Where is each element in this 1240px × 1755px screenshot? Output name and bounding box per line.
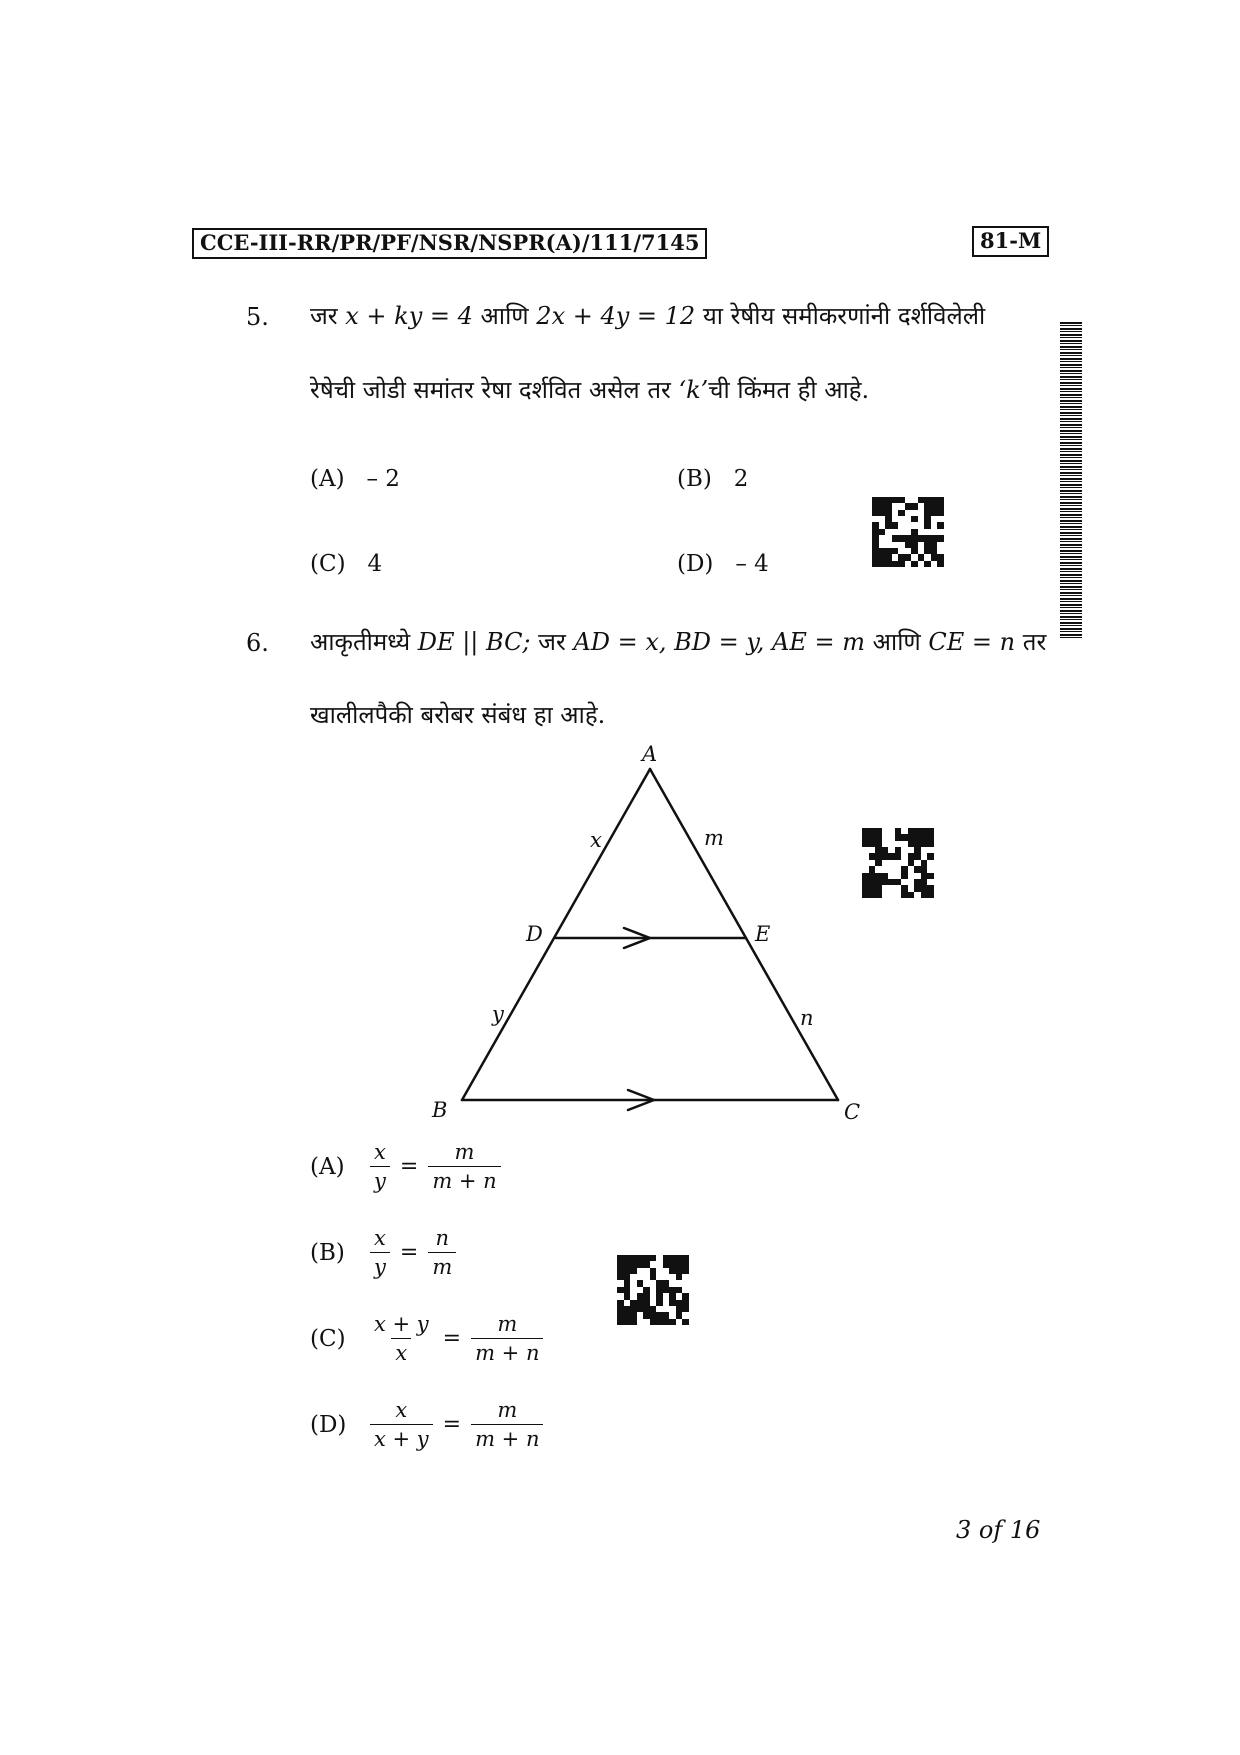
label-e: E bbox=[755, 922, 771, 946]
qr-code-1 bbox=[872, 497, 944, 567]
frac-right: $\frac{n}{m}$ bbox=[428, 1226, 456, 1279]
label-x: x bbox=[590, 828, 602, 852]
label-a: A bbox=[642, 742, 658, 766]
paper-code: 81-M bbox=[972, 226, 1049, 257]
frac-left: $\frac{x + y}{x}$ bbox=[374, 1312, 429, 1365]
frac-right: $\frac{m}{m + n}$ bbox=[428, 1140, 500, 1193]
qr-code-3 bbox=[617, 1255, 689, 1325]
side-barcode bbox=[1060, 322, 1082, 640]
q5-number: 5. bbox=[246, 303, 269, 331]
label-d: D bbox=[526, 922, 543, 946]
frac-left: $\frac{x}{y}$ bbox=[370, 1226, 390, 1279]
q5-option-c[interactable]: (C) 4 bbox=[310, 551, 383, 577]
label-b: B bbox=[432, 1098, 448, 1122]
q6-line-1: आकृतीमध्ये DE || BC; जर AD = x, BD = y, AE = m आणि CE = n तर bbox=[310, 628, 1047, 656]
q6-option-a[interactable]: (A) $\frac{x}{y}$ = $\frac{m}{m + n}$ bbox=[310, 1140, 501, 1193]
q6-option-c[interactable]: (C) $\frac{x + y}{x}$ = $\frac{m}{m + n}$ bbox=[310, 1312, 543, 1365]
frac-left: $\frac{x}{x + y}$ bbox=[370, 1398, 433, 1451]
q5-option-b[interactable]: (B) 2 bbox=[677, 466, 749, 492]
page-number: 3 of 16 bbox=[956, 1516, 1041, 1544]
label-c: C bbox=[844, 1100, 861, 1124]
q5-line-2: रेषेची जोडी समांतर रेषा दर्शवित असेल तर ‘k’ची किंमत ही आहे. bbox=[310, 376, 870, 404]
label-m: m bbox=[704, 826, 724, 850]
label-y: y bbox=[492, 1002, 504, 1026]
side-ac bbox=[650, 769, 838, 1100]
q6-number: 6. bbox=[246, 629, 269, 657]
q5-option-d[interactable]: (D) – 4 bbox=[677, 551, 769, 577]
side-ab bbox=[462, 769, 650, 1100]
exam-code: CCE-III-RR/PR/PF/NSR/NSPR(A)/111/7145 bbox=[192, 228, 707, 259]
triangle-figure bbox=[420, 735, 880, 1125]
q6-line-2: खालीलपैकी बरोबर संबंध हा आहे. bbox=[310, 701, 606, 729]
q5-line-1: जर x + ky = 4 आणि 2x + 4y = 12 या रेषीय समीकरणांनी दर्शविलेली bbox=[310, 302, 986, 330]
frac-right: $\frac{m}{m + n}$ bbox=[471, 1398, 543, 1451]
label-n: n bbox=[800, 1006, 814, 1030]
q6-option-d[interactable]: (D) $\frac{x}{x + y}$ = $\frac{m}{m + n}$ bbox=[310, 1398, 543, 1451]
q6-option-b[interactable]: (B) $\frac{x}{y}$ = $\frac{n}{m}$ bbox=[310, 1226, 456, 1279]
frac-left: $\frac{x}{y}$ bbox=[370, 1140, 390, 1193]
frac-right: $\frac{m}{m + n}$ bbox=[471, 1312, 543, 1365]
q5-option-a[interactable]: (A) – 2 bbox=[310, 466, 400, 492]
